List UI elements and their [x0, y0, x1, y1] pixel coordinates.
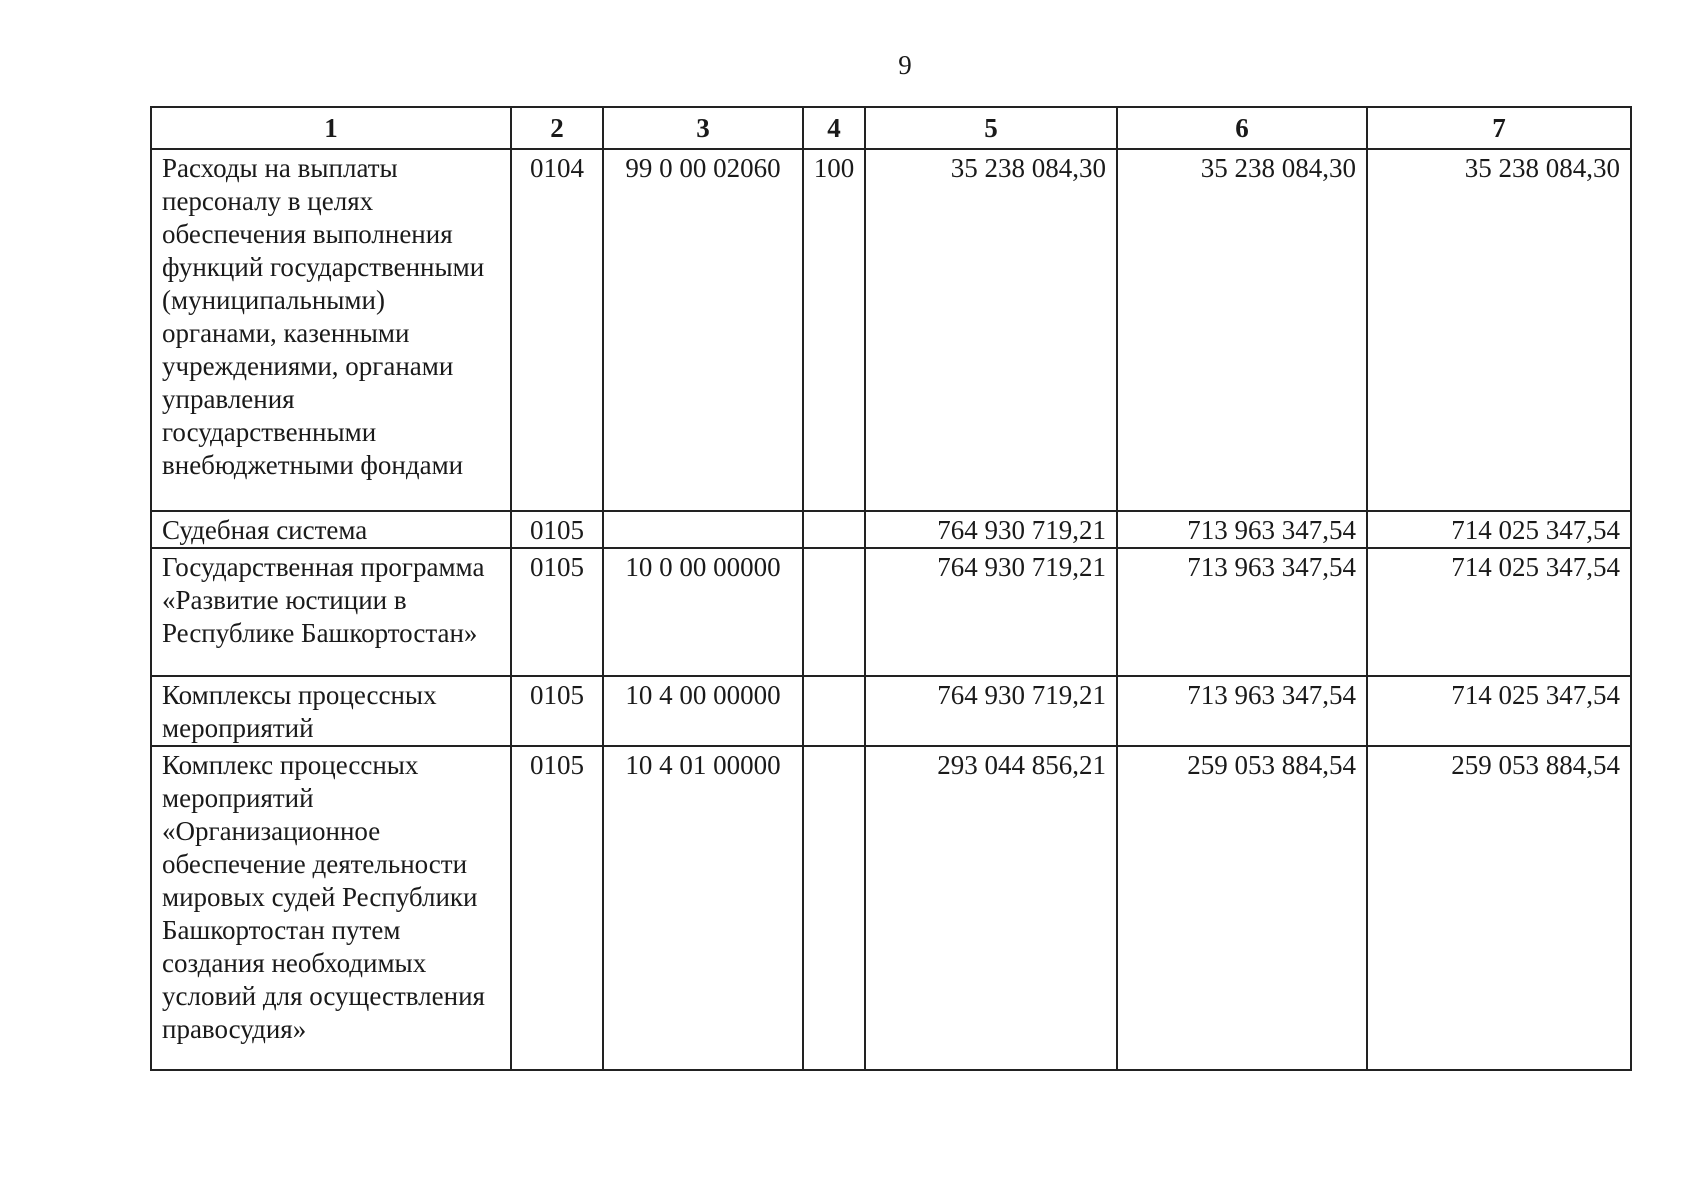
- section-code-cell: 0105: [511, 511, 603, 548]
- expense-name-cell: Комплекс процессных мероприятий «Организационное обеспечение деятельности мировых судей Республики Башкортостан путем создания необходимых условий для осуществления правосудия»: [151, 746, 511, 1070]
- target-code-cell: 10 4 00 00000: [603, 676, 803, 746]
- column-header-4: 4: [803, 107, 865, 149]
- expense-type-cell: [803, 548, 865, 676]
- column-header-3: 3: [603, 107, 803, 149]
- amount-col6-cell: 259 053 884,54: [1117, 746, 1367, 1070]
- table-row: [151, 676, 1631, 746]
- table-row: [151, 149, 1631, 511]
- table-row: [151, 746, 1631, 1070]
- table-row: [151, 511, 1631, 548]
- section-code-cell: 0105: [511, 746, 603, 1070]
- section-code-cell: 0104: [511, 149, 603, 511]
- expense-type-cell: [803, 511, 865, 548]
- section-code-cell: 0105: [511, 548, 603, 676]
- column-header-1: 1: [151, 107, 511, 149]
- table-row: [151, 548, 1631, 676]
- header-row: [151, 107, 1631, 149]
- amount-col7-cell: 714 025 347,54: [1367, 511, 1631, 548]
- amount-col5-cell: 293 044 856,21: [865, 746, 1117, 1070]
- expense-type-cell: [803, 676, 865, 746]
- amount-col6-cell: 713 963 347,54: [1117, 676, 1367, 746]
- amount-col6-cell: 35 238 084,30: [1117, 149, 1367, 511]
- amount-col5-cell: 764 930 719,21: [865, 548, 1117, 676]
- expense-name-cell: Комплексы процессных мероприятий: [151, 676, 511, 746]
- column-header-6: 6: [1117, 107, 1367, 149]
- section-code-cell: 0105: [511, 676, 603, 746]
- column-header-5: 5: [865, 107, 1117, 149]
- amount-col7-cell: 35 238 084,30: [1367, 149, 1631, 511]
- expense-type-cell: 100: [803, 149, 865, 511]
- budget-table: [150, 106, 1632, 1071]
- amount-col6-cell: 713 963 347,54: [1117, 548, 1367, 676]
- amount-col7-cell: 259 053 884,54: [1367, 746, 1631, 1070]
- column-header-7: 7: [1367, 107, 1631, 149]
- amount-col5-cell: 35 238 084,30: [865, 149, 1117, 511]
- target-code-cell: 99 0 00 02060: [603, 149, 803, 511]
- expense-name-cell: Расходы на выплаты персоналу в целях обеспечения выполнения функций государственными (муниципальными) органами, казенными учреждениями, органами управления государственными внебюджетными фондами: [151, 149, 511, 511]
- target-code-cell: 10 4 01 00000: [603, 746, 803, 1070]
- amount-col5-cell: 764 930 719,21: [865, 511, 1117, 548]
- page-number: 9: [898, 50, 912, 80]
- amount-col7-cell: 714 025 347,54: [1367, 548, 1631, 676]
- amount-col7-cell: 714 025 347,54: [1367, 676, 1631, 746]
- amount-col6-cell: 713 963 347,54: [1117, 511, 1367, 548]
- expense-type-cell: [803, 746, 865, 1070]
- amount-col5-cell: 764 930 719,21: [865, 676, 1117, 746]
- target-code-cell: [603, 511, 803, 548]
- expense-name-cell: Государственная программа «Развитие юстиции в Республике Башкортостан»: [151, 548, 511, 676]
- column-header-2: 2: [511, 107, 603, 149]
- target-code-cell: 10 0 00 00000: [603, 548, 803, 676]
- expense-name-cell: Судебная система: [151, 511, 511, 548]
